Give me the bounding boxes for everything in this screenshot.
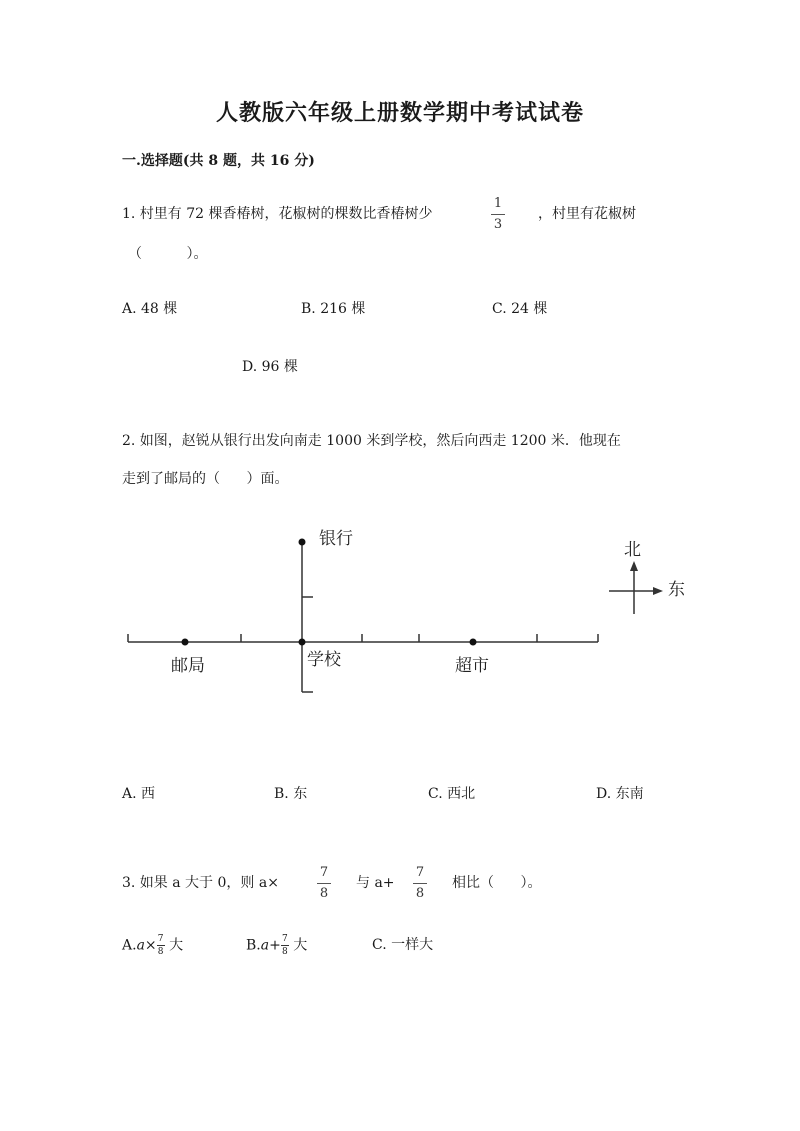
post-office-point	[182, 639, 189, 646]
compass-icon	[609, 561, 663, 614]
supermarket-point	[470, 639, 477, 646]
q3-option-b-prefix: B.	[246, 937, 261, 954]
q1-text-after: ，村里有花椒树	[538, 206, 636, 222]
q1-option-d[interactable]: D. 96 棵	[242, 359, 298, 375]
school-point	[299, 639, 306, 646]
q3-option-b-suffix: 大	[293, 937, 308, 954]
q3-fraction-2-numerator: 7	[415, 865, 425, 880]
q3-option-a-den: 8	[157, 947, 164, 957]
q3-fraction-1-numerator: 7	[319, 865, 329, 880]
q3-option-a-num: 7	[157, 934, 164, 944]
q2-option-a[interactable]: A. 西	[122, 786, 156, 802]
q3-fraction-2	[412, 865, 428, 902]
q3-fraction-1	[316, 865, 332, 902]
q3-option-b-var: a	[260, 937, 270, 954]
q3-option-a-prefix: A.	[122, 937, 137, 954]
q2-option-c[interactable]: C. 西北	[428, 786, 476, 802]
north-arrow-icon	[630, 561, 638, 571]
direction-diagram	[0, 515, 800, 705]
east-label: 东	[668, 580, 685, 600]
q2-option-b[interactable]: B. 东	[274, 786, 308, 802]
q1-option-b[interactable]: B. 216 棵	[301, 301, 366, 317]
section-heading: 一.选择题(共 8 题，共 16 分)	[122, 153, 315, 169]
school-label: 学校	[307, 650, 341, 670]
q1-option-a[interactable]: A. 48 棵	[122, 301, 178, 317]
q1-fraction-denominator: 3	[493, 217, 503, 232]
q3-option-b-op: +	[269, 937, 281, 954]
q3-option-a-var: a	[136, 937, 145, 954]
q3-fraction-1-denominator: 8	[319, 886, 329, 901]
q1-option-c[interactable]: C. 24 棵	[492, 301, 548, 317]
q3-option-c[interactable]: C. 一样大	[372, 937, 434, 953]
fraction-bar	[413, 883, 427, 884]
q2-text-line1: 2. 如图，赵锐从银行出发向南走 1000 米到学校，然后向西走 1200 米．他现在	[122, 433, 621, 449]
fraction-bar	[317, 883, 331, 884]
q1-fraction	[490, 196, 506, 233]
q3-option-b[interactable]	[246, 934, 307, 957]
bank-label: 银行	[319, 529, 353, 549]
fraction-bar	[157, 945, 165, 946]
post-office-label: 邮局	[171, 656, 205, 676]
fraction-bar	[491, 214, 505, 215]
supermarket-label: 超市	[455, 656, 489, 676]
q3-text-c: 相比（ ）。	[452, 875, 542, 891]
east-arrow-icon	[653, 587, 663, 595]
q3-option-a-suffix: 大	[169, 937, 184, 954]
q3-text-a: 3. 如果 a 大于 0，则 a×	[122, 875, 279, 891]
page-title: 人教版六年级上册数学期中考试试卷	[215, 100, 584, 126]
q1-text: 1. 村里有 72 棵香椿树，花椒树的棵数比香椿树少	[122, 206, 433, 222]
q2-option-d[interactable]: D. 东南	[596, 786, 644, 802]
q3-option-a-op: ×	[144, 937, 157, 954]
q3-option-a[interactable]	[122, 934, 183, 957]
fraction-bar	[281, 945, 289, 946]
q3-option-a-fraction	[157, 934, 165, 957]
q3-option-b-fraction	[281, 934, 289, 957]
q3-option-b-den: 8	[281, 947, 288, 957]
q2-text-line2: 走到了邮局的（ ）面。	[122, 471, 289, 487]
q3-text-b: 与 a+	[356, 875, 395, 891]
q3-fraction-2-denominator: 8	[415, 886, 425, 901]
q1-fraction-numerator: 1	[493, 196, 503, 211]
bank-point	[299, 539, 306, 546]
q1-answer-blank: （ ）。	[128, 246, 208, 262]
q3-option-b-num: 7	[281, 934, 288, 944]
north-label: 北	[624, 540, 641, 560]
